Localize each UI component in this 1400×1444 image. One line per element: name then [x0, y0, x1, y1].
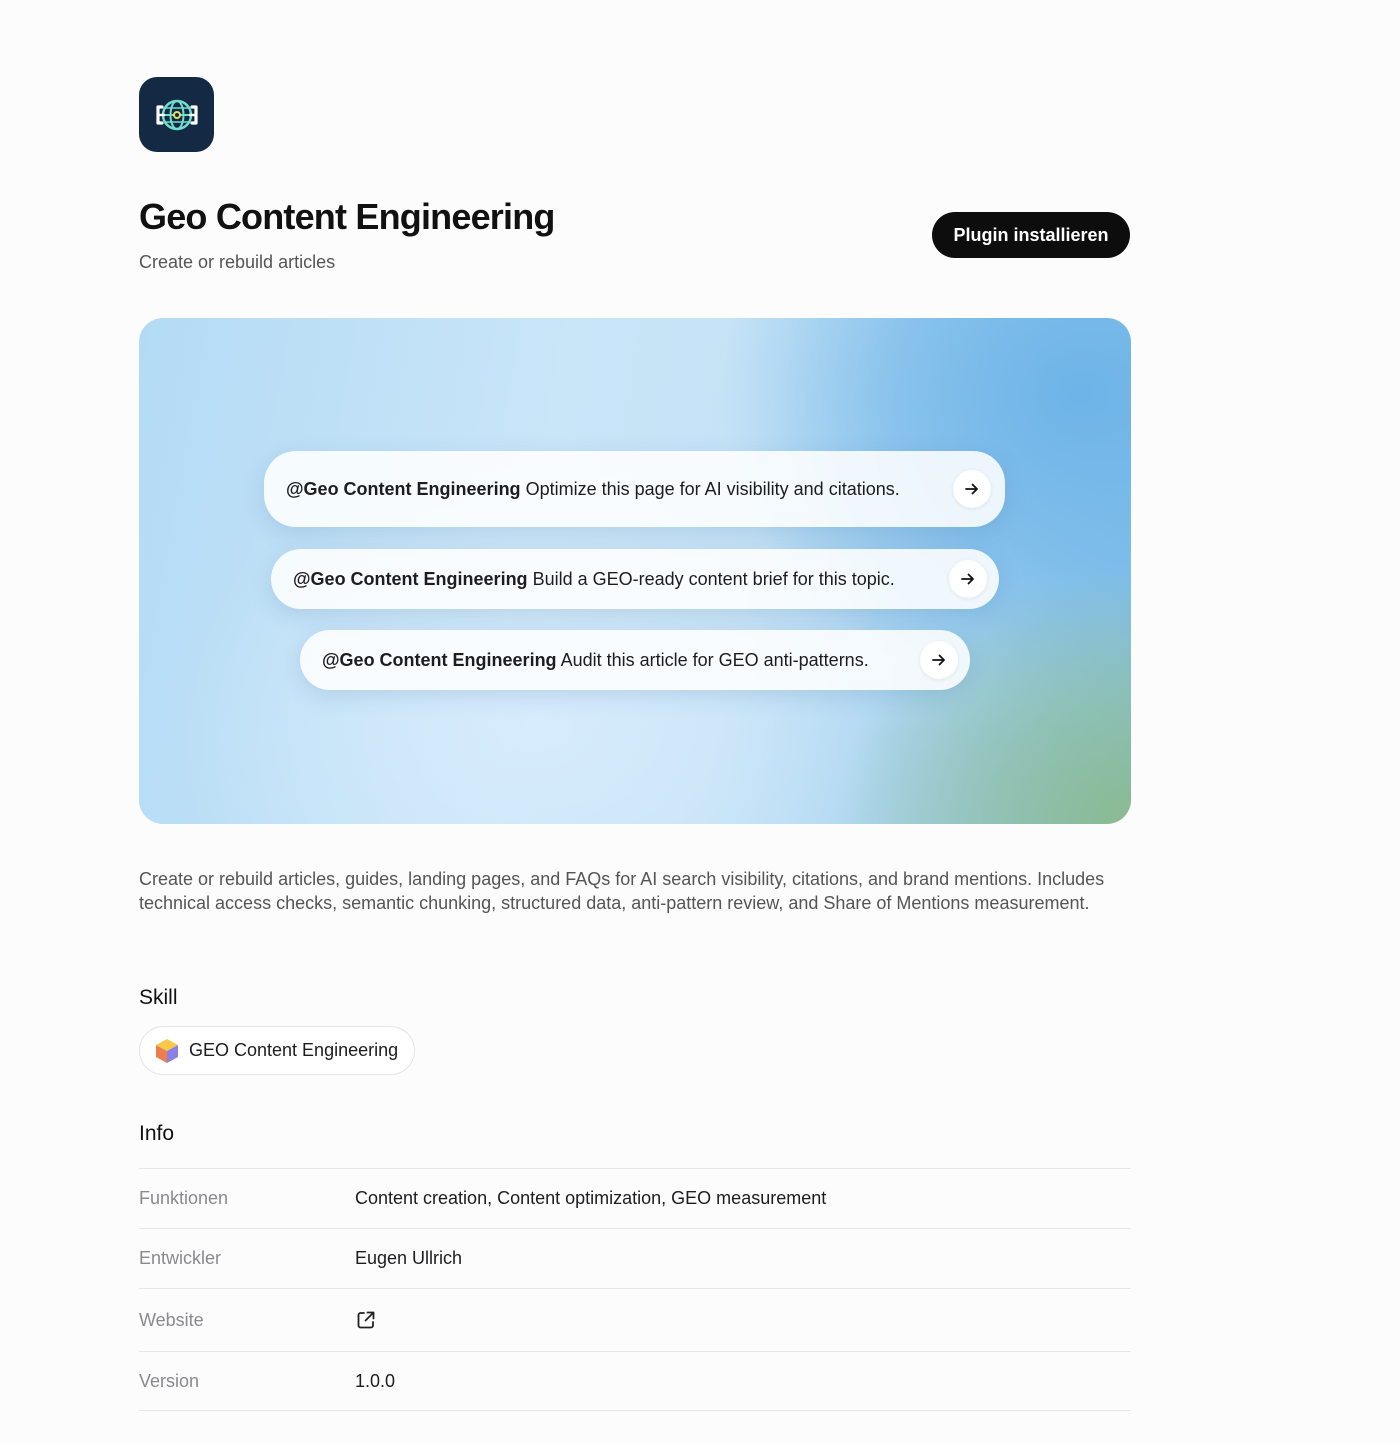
- prompt-text: [322, 647, 920, 674]
- skill-heading: Skill: [139, 986, 178, 1009]
- cube-icon: [155, 1038, 179, 1064]
- globe-network-icon: [148, 86, 206, 144]
- info-key: Entwickler: [139, 1248, 222, 1268]
- info-row-functions: [139, 1168, 1131, 1228]
- page-title: Geo Content Engineering: [139, 196, 555, 237]
- example-prompt[interactable]: [271, 549, 999, 609]
- example-prompt[interactable]: [264, 451, 1005, 527]
- info-key: Website: [139, 1309, 204, 1330]
- prompt-body: Build a GEO-ready content brief for this topic.: [527, 568, 895, 589]
- install-plugin-button[interactable]: Plugin installieren: [932, 212, 1130, 258]
- info-key: Funktionen: [139, 1188, 229, 1208]
- prompt-mention: @Geo Content Engineering: [322, 649, 557, 670]
- page-subtitle: Create or rebuild articles: [139, 252, 336, 272]
- info-heading: Info: [139, 1122, 175, 1145]
- prompt-mention: @Geo Content Engineering: [293, 568, 528, 589]
- hero-banner: [139, 318, 1131, 824]
- info-value: Content creation, Content optimization, GEO measurement: [355, 1188, 827, 1208]
- prompt-body: Audit this article for GEO anti-patterns.: [556, 649, 869, 670]
- prompt-text: [286, 476, 953, 503]
- info-key: Version: [139, 1370, 200, 1391]
- info-value: Eugen Ullrich: [355, 1248, 463, 1268]
- skill-chip[interactable]: [139, 1026, 415, 1075]
- prompt-text: [293, 566, 949, 593]
- prompt-mention: @Geo Content Engineering: [286, 478, 521, 499]
- info-table: [139, 1168, 1131, 1411]
- info-row-website: [139, 1288, 1131, 1351]
- arrow-right-icon[interactable]: [949, 560, 987, 598]
- skill-chip-label: GEO Content Engineering: [189, 1040, 399, 1060]
- info-value: 1.0.0: [355, 1370, 396, 1391]
- example-prompt[interactable]: [300, 630, 970, 690]
- external-link-icon[interactable]: [355, 1309, 377, 1331]
- arrow-right-icon[interactable]: [920, 641, 958, 679]
- prompt-body: Optimize this page for AI visibility and citations.: [520, 478, 900, 499]
- info-row-developer: [139, 1228, 1131, 1288]
- info-row-version: [139, 1351, 1131, 1411]
- plugin-description: Create or rebuild articles, guides, landing pages, and FAQs for AI search visibility, citations, and brand mentions. Includes technical access checks, semantic chunking, structured data, anti-pattern review, and Share of Mentions measurement.: [139, 869, 1105, 913]
- arrow-right-icon[interactable]: [953, 470, 991, 508]
- app-icon: [139, 77, 214, 152]
